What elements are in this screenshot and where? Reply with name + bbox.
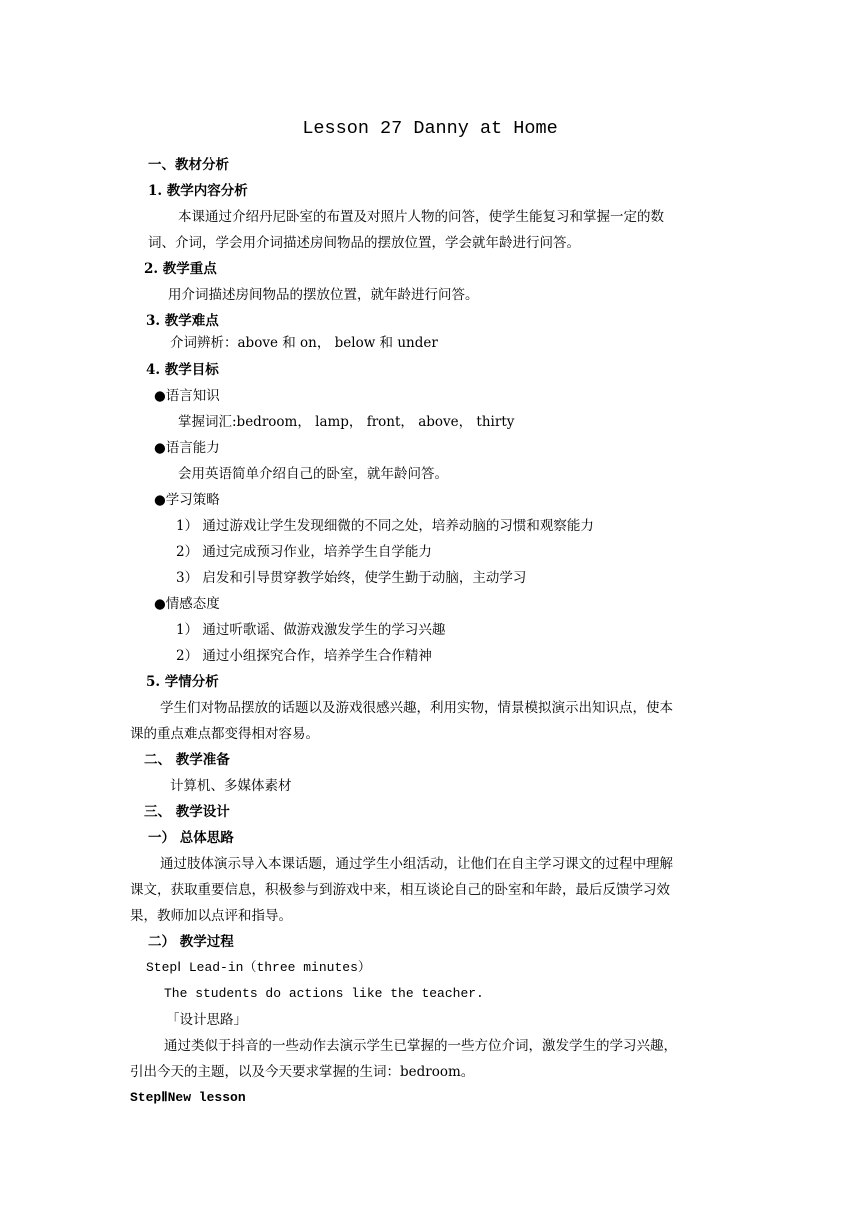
paragraph-line: 本课通过介绍丹尼卧室的布置及对照片人物的问答，使学生能复习和掌握一定的数 <box>178 209 664 225</box>
subheading-difficult-points: 3. 教学难点 <box>146 313 219 329</box>
bullet-language-ability: ●语言能力 <box>154 440 220 456</box>
bullet-learning-strategy: ●学习策略 <box>154 492 220 508</box>
paragraph-line: 学生们对物品摆放的话题以及游戏很感兴趣，利用实物，情景模拟演示出知识点，使本 <box>160 700 673 716</box>
list-item: 2） 通过小组探究合作，培养学生合作精神 <box>176 648 432 664</box>
subheading-content-analysis: 1. 教学内容分析 <box>148 183 248 199</box>
paragraph-line: 果，教师加以点评和指导。 <box>130 908 292 924</box>
subheading-overall-idea: 一） 总体思路 <box>148 830 234 846</box>
section-heading-2: 二、 教学准备 <box>144 752 230 768</box>
step-2-heading: StepⅡNew lesson <box>130 1090 246 1105</box>
paragraph-line: 词、介词，学会用介词描述房间物品的摆放位置，学会就年龄进行问答。 <box>148 235 580 251</box>
paragraph-line: 课文，获取重要信息，积极参与到游戏中来，相互谈论自己的卧室和年龄，最后反馈学习效 <box>130 882 670 898</box>
bullet-emotional-attitude: ●情感态度 <box>154 596 220 612</box>
paragraph-line: 通过肢体演示导入本课话题，通过学生小组活动，让他们在自主学习课文的过程中理解 <box>160 856 673 872</box>
design-idea-label: 「设计思路」 <box>166 1012 247 1028</box>
subheading-objectives: 4. 教学目标 <box>146 362 219 378</box>
step-1-heading: StepⅠ Lead-in（three minutes） <box>146 960 371 975</box>
list-item: 2） 通过完成预习作业，培养学生自学能力 <box>176 544 432 560</box>
paragraph-line: 会用英语简单介绍自己的卧室，就年龄问答。 <box>178 466 448 482</box>
bullet-language-knowledge: ●语言知识 <box>154 388 220 404</box>
paragraph-line: 计算机、多媒体素材 <box>170 778 292 794</box>
subheading-teaching-process: 二） 教学过程 <box>148 934 234 950</box>
document-title: Lesson 27 Danny at Home <box>302 118 558 139</box>
section-heading-3: 三、 教学设计 <box>144 804 230 820</box>
list-item: 1） 通过游戏让学生发现细微的不同之处，培养动脑的习惯和观察能力 <box>176 518 594 534</box>
paragraph-line: 引出今天的主题，以及今天要求掌握的生词：bedroom。 <box>130 1064 475 1080</box>
list-item: 3） 启发和引导贯穿教学始终，使学生勤于动脑，主动学习 <box>176 570 527 586</box>
subheading-student-analysis: 5. 学情分析 <box>146 674 219 690</box>
paragraph-line: 课的重点难点都变得相对容易。 <box>130 726 319 742</box>
paragraph-line: 掌握词汇:bedroom， lamp， front， above， thirty <box>178 414 515 430</box>
subheading-key-points: 2. 教学重点 <box>144 261 217 277</box>
paragraph-line: 通过类似于抖音的一些动作去演示学生已掌握的一些方位介词，激发学生的学习兴趣， <box>164 1038 677 1054</box>
paragraph-line: 介词辨析：above 和 on， below 和 under <box>170 335 438 351</box>
paragraph-line: 用介词描述房间物品的摆放位置，就年龄进行问答。 <box>168 287 479 303</box>
list-item: 1） 通过听歌谣、做游戏激发学生的学习兴趣 <box>176 622 446 638</box>
section-heading-1: 一、教材分析 <box>148 157 229 173</box>
paragraph-line: The students do actions like the teacher. <box>164 986 484 1001</box>
